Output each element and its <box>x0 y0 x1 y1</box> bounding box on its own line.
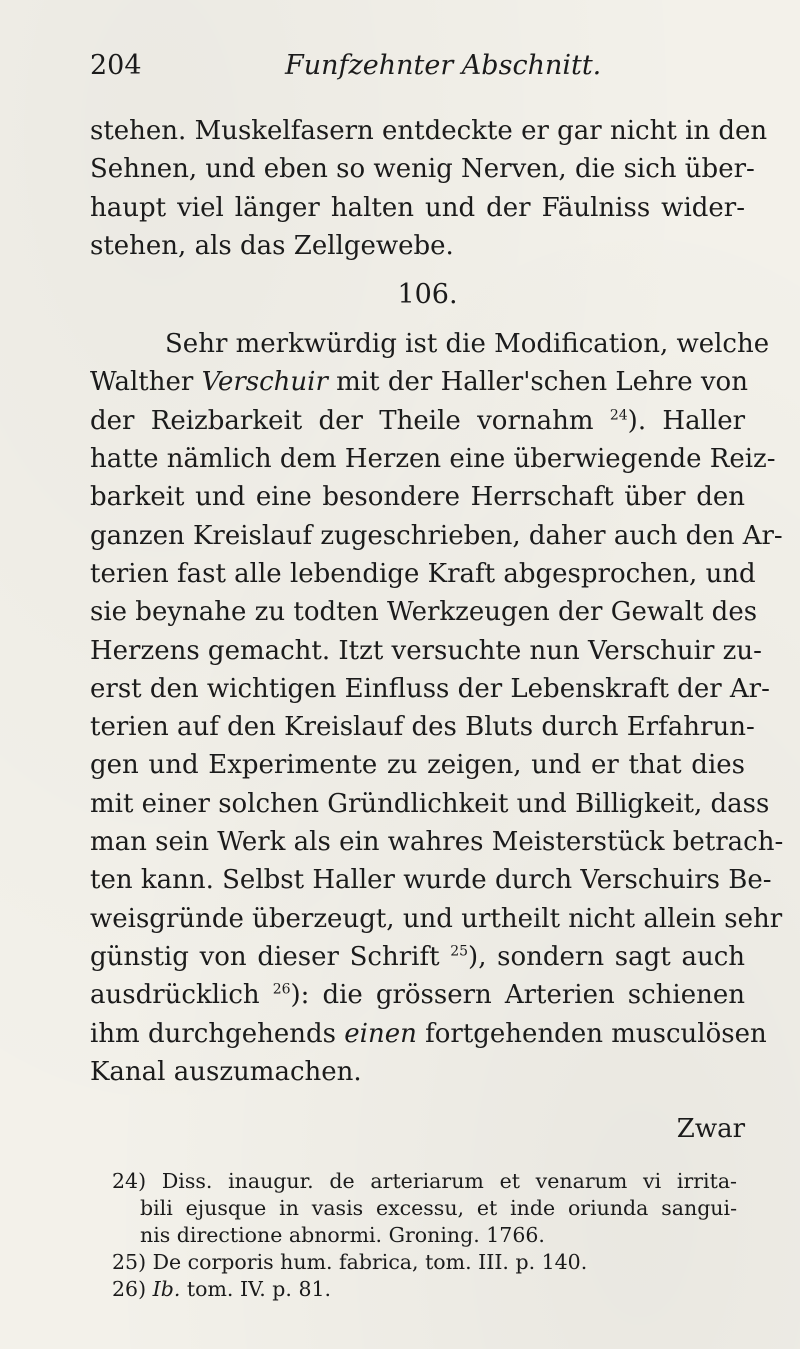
footnote-ref-25: 25 <box>450 943 469 960</box>
text-run: mit der Haller'schen Lehre von <box>336 367 748 398</box>
text-line: barkeit und eine besondere Herrschaft über den <box>90 482 745 513</box>
text-line <box>90 363 748 401</box>
page-header <box>90 50 730 90</box>
footnote-line: 24) Diss. inaugur. de arteriarum et venarum vi irrita- <box>112 1169 737 1193</box>
text-run: ): die grössern Arterien schienen <box>290 980 745 1011</box>
text-line: Sehnen, und eben so wenig Nerven, die sich über- <box>90 154 755 185</box>
text-line: Herzens gemacht. Itzt versuchte nun Verschuir zu- <box>90 635 762 666</box>
italic-name-verschuir: Verschuir <box>201 367 328 398</box>
text-line: man sein Werk als ein wahres Meisterstück betrach- <box>90 827 784 858</box>
footnote-24 <box>112 1168 737 1249</box>
text-run: Walther <box>90 367 194 398</box>
footnote-ref-26: 26 <box>272 981 291 998</box>
running-head: Funfzehnter Abschnitt. <box>285 50 602 81</box>
footnote-line: 25) De corporis hum. fabrica, tom. III. p. 140. <box>112 1250 588 1274</box>
text-run: der Reizbarkeit der Theile vornahm <box>90 405 594 436</box>
text-run: ). Haller <box>627 405 746 436</box>
footnote-25 <box>112 1249 737 1276</box>
footnote-number: 26) <box>112 1277 147 1301</box>
text-line <box>90 1015 767 1053</box>
text-line: terien auf den Kreislauf des Bluts durch Erfahrun- <box>90 712 755 743</box>
text-line: ten kann. Selbst Haller wurde durch Verschuirs Be- <box>90 865 772 896</box>
footnote-line: bili ejusque in vasis excessu, et inde oriunda sangui- <box>140 1196 737 1220</box>
text-run: ihm durchgehends <box>90 1018 336 1049</box>
text-line <box>90 938 745 976</box>
text-line: mit einer solchen Gründlichkeit und Billigkeit, dass <box>90 788 770 819</box>
text-line: Kanal auszumachen. <box>90 1056 362 1087</box>
footnotes <box>112 1168 737 1303</box>
text-line: sie beynahe zu todten Werkzeugen der Gewalt des <box>90 597 758 628</box>
italic-word-einen: einen <box>344 1018 417 1049</box>
footnote-26 <box>112 1276 737 1303</box>
text-line: haupt viel länger halten und der Fäulniss wider- <box>90 192 745 223</box>
catchword: Zwar <box>676 1114 745 1145</box>
text-run: ausdrücklich <box>90 980 260 1011</box>
text-line: weisgründe überzeugt, und urtheilt nicht allein sehr <box>90 903 783 934</box>
page-body <box>90 112 784 1149</box>
footnote-line <box>112 1276 737 1303</box>
text-line: terien fast alle lebendige Kraft abgesprochen, und <box>90 558 756 589</box>
section-number: 106. <box>397 279 458 311</box>
page-number: 204 <box>90 50 142 81</box>
text-run: günstig von dieser Schrift <box>90 941 440 972</box>
text-line: stehen. Muskelfasern entdeckte er gar nicht in den <box>90 116 768 146</box>
text-run: fortgehenden musculösen <box>425 1018 767 1049</box>
text-line: stehen, als das Zellgewebe. <box>90 230 454 261</box>
text-line: gen und Experimente zu zeigen, und er that dies <box>90 750 745 781</box>
text-line <box>90 402 745 440</box>
text-line: erst den wichtigen Einfluss der Lebenskraft der Ar- <box>90 673 770 704</box>
footnote-line: nis directione abnormi. Groning. 1766. <box>140 1223 545 1247</box>
text-line: Sehr merkwürdig ist die Modification, welche <box>165 329 770 360</box>
footnote-ref-24: 24 <box>609 407 628 424</box>
text-line: ganzen Kreislauf zugeschrieben, daher auch den Ar- <box>90 520 783 551</box>
footnote-ibid: Ib. <box>152 1277 181 1301</box>
text-line: hatte nämlich dem Herzen eine überwiegende Reiz- <box>90 444 776 475</box>
text-line <box>90 976 745 1014</box>
text-run: ), sondern sagt auch <box>468 941 745 972</box>
text-run: tom. IV. p. 81. <box>186 1277 332 1301</box>
